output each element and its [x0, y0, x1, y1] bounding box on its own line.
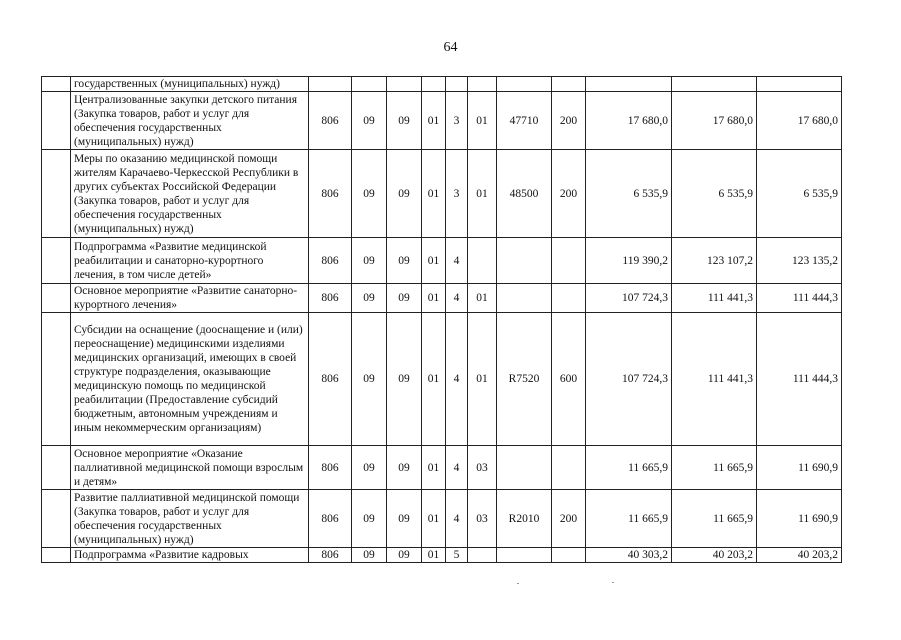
expense-type-code: 200 — [552, 92, 586, 150]
department-code: 806 — [309, 92, 352, 150]
program-code: 01 — [422, 284, 446, 313]
section-code: 09 — [352, 548, 387, 563]
amount-year-2: 6 535,9 — [672, 150, 757, 238]
row-number-cell — [42, 284, 71, 313]
subprogram-code: 4 — [446, 446, 468, 490]
table-row — [42, 284, 842, 313]
row-number-cell — [42, 446, 71, 490]
subsection-code: 09 — [387, 238, 422, 284]
amount-year-3: 111 444,3 — [757, 313, 842, 446]
direction-code — [497, 548, 552, 563]
expense-type-code — [552, 548, 586, 563]
department-code: 806 — [309, 446, 352, 490]
row-number-cell — [42, 150, 71, 238]
direction-code: 48500 — [497, 150, 552, 238]
section-code: 09 — [352, 446, 387, 490]
item-name: Субсидии на оснащение (дооснащение и (или) переоснащение) медицинскими изделиями медицинских организаций, имеющих в своей структуре подразделения, оказывающие медицинскую помощь по медицинской реабилитации (Предоставление субсидий бюджетным, автономным учреждениям и иным некоммерческим организациям) — [71, 313, 309, 446]
row-number-cell — [42, 92, 71, 150]
section-code: 09 — [352, 490, 387, 548]
table-row — [42, 150, 842, 238]
subprogram-code: 4 — [446, 284, 468, 313]
program-code: 01 — [422, 446, 446, 490]
amount-year-1: 107 724,3 — [586, 313, 672, 446]
measure-code: 01 — [468, 284, 497, 313]
amount-year-3: 6 535,9 — [757, 150, 842, 238]
amount-year-1: 107 724,3 — [586, 284, 672, 313]
row-number-cell — [42, 313, 71, 446]
expense-type-code — [552, 284, 586, 313]
item-name: Развитие паллиативной медицинской помощи (Закупка товаров, работ и услуг для обеспечения государственных (муниципальных) нужд) — [71, 490, 309, 548]
measure-code: 01 — [468, 150, 497, 238]
program-code — [422, 77, 446, 92]
item-name: Подпрограмма «Развитие медицинской реабилитации и санаторно-курортного лечения, в том числе детей» — [71, 238, 309, 284]
amount-year-1: 11 665,9 — [586, 446, 672, 490]
expense-type-code — [552, 238, 586, 284]
measure-code: 01 — [468, 313, 497, 446]
budget-table — [41, 76, 842, 563]
amount-year-3: 123 135,2 — [757, 238, 842, 284]
subsection-code: 09 — [387, 284, 422, 313]
amount-year-2: 40 203,2 — [672, 548, 757, 563]
subsection-code — [387, 77, 422, 92]
subsection-code: 09 — [387, 150, 422, 238]
subprogram-code: 4 — [446, 313, 468, 446]
amount-year-2: 11 665,9 — [672, 490, 757, 548]
section-code: 09 — [352, 313, 387, 446]
department-code: 806 — [309, 238, 352, 284]
amount-year-1: 40 303,2 — [586, 548, 672, 563]
section-code: 09 — [352, 92, 387, 150]
subprogram-code: 4 — [446, 490, 468, 548]
scan-speck — [612, 582, 614, 583]
department-code: 806 — [309, 150, 352, 238]
expense-type-code — [552, 77, 586, 92]
table-row — [42, 92, 842, 150]
expense-type-code — [552, 446, 586, 490]
subprogram-code: 3 — [446, 92, 468, 150]
direction-code — [497, 77, 552, 92]
direction-code: 47710 — [497, 92, 552, 150]
amount-year-3: 11 690,9 — [757, 446, 842, 490]
table-row — [42, 490, 842, 548]
direction-code: R2010 — [497, 490, 552, 548]
subsection-code: 09 — [387, 313, 422, 446]
direction-code — [497, 446, 552, 490]
amount-year-2: 111 441,3 — [672, 313, 757, 446]
table-row — [42, 238, 842, 284]
department-code: 806 — [309, 284, 352, 313]
amount-year-2: 11 665,9 — [672, 446, 757, 490]
program-code: 01 — [422, 150, 446, 238]
item-name: Основное мероприятие «Развитие санаторно-курортного лечения» — [71, 284, 309, 313]
program-code: 01 — [422, 490, 446, 548]
table-row — [42, 77, 842, 92]
amount-year-3: 40 203,2 — [757, 548, 842, 563]
row-number-cell — [42, 490, 71, 548]
amount-year-1: 11 665,9 — [586, 490, 672, 548]
subprogram-code: 3 — [446, 150, 468, 238]
subsection-code: 09 — [387, 548, 422, 563]
row-number-cell — [42, 548, 71, 563]
item-name: Подпрограмма «Развитие кадровых — [71, 548, 309, 563]
measure-code — [468, 77, 497, 92]
subprogram-code: 4 — [446, 238, 468, 284]
amount-year-2 — [672, 77, 757, 92]
program-code: 01 — [422, 313, 446, 446]
direction-code — [497, 238, 552, 284]
subsection-code: 09 — [387, 490, 422, 548]
table-row — [42, 548, 842, 563]
program-code: 01 — [422, 548, 446, 563]
item-name: государственных (муниципальных) нужд) — [71, 77, 309, 92]
direction-code — [497, 284, 552, 313]
subsection-code: 09 — [387, 446, 422, 490]
department-code: 806 — [309, 313, 352, 446]
amount-year-2: 111 441,3 — [672, 284, 757, 313]
section-code — [352, 77, 387, 92]
amount-year-1: 17 680,0 — [586, 92, 672, 150]
subprogram-code — [446, 77, 468, 92]
direction-code: R7520 — [497, 313, 552, 446]
item-name: Меры по оказанию медицинской помощи жителям Карачаево-Черкесской Республики в других субъектах Российской Федерации (Закупка товаров, работ и услуг для обеспечения государственных (муниципальных) нужд) — [71, 150, 309, 238]
section-code: 09 — [352, 284, 387, 313]
program-code: 01 — [422, 238, 446, 284]
department-code: 806 — [309, 548, 352, 563]
expense-type-code: 200 — [552, 490, 586, 548]
item-name: Централизованные закупки детского питания (Закупка товаров, работ и услуг для обеспечения государственных (муниципальных) нужд) — [71, 92, 309, 150]
amount-year-3: 111 444,3 — [757, 284, 842, 313]
expense-type-code: 200 — [552, 150, 586, 238]
amount-year-3: 11 690,9 — [757, 490, 842, 548]
row-number-cell — [42, 238, 71, 284]
program-code: 01 — [422, 92, 446, 150]
section-code: 09 — [352, 238, 387, 284]
subsection-code: 09 — [387, 92, 422, 150]
amount-year-2: 17 680,0 — [672, 92, 757, 150]
table-row — [42, 446, 842, 490]
page-number: 64 — [443, 40, 458, 55]
amount-year-3: 17 680,0 — [757, 92, 842, 150]
measure-code — [468, 548, 497, 563]
department-code: 806 — [309, 490, 352, 548]
measure-code: 03 — [468, 446, 497, 490]
section-code: 09 — [352, 150, 387, 238]
amount-year-1 — [586, 77, 672, 92]
measure-code — [468, 238, 497, 284]
measure-code: 03 — [468, 490, 497, 548]
scan-speck — [517, 583, 519, 584]
amount-year-1: 6 535,9 — [586, 150, 672, 238]
item-name: Основное мероприятие «Оказание паллиативной медицинской помощи взрослым и детям» — [71, 446, 309, 490]
amount-year-3 — [757, 77, 842, 92]
row-number-cell — [42, 77, 71, 92]
expense-type-code: 600 — [552, 313, 586, 446]
table-row — [42, 313, 842, 446]
amount-year-1: 119 390,2 — [586, 238, 672, 284]
department-code — [309, 77, 352, 92]
subprogram-code: 5 — [446, 548, 468, 563]
amount-year-2: 123 107,2 — [672, 238, 757, 284]
measure-code: 01 — [468, 92, 497, 150]
